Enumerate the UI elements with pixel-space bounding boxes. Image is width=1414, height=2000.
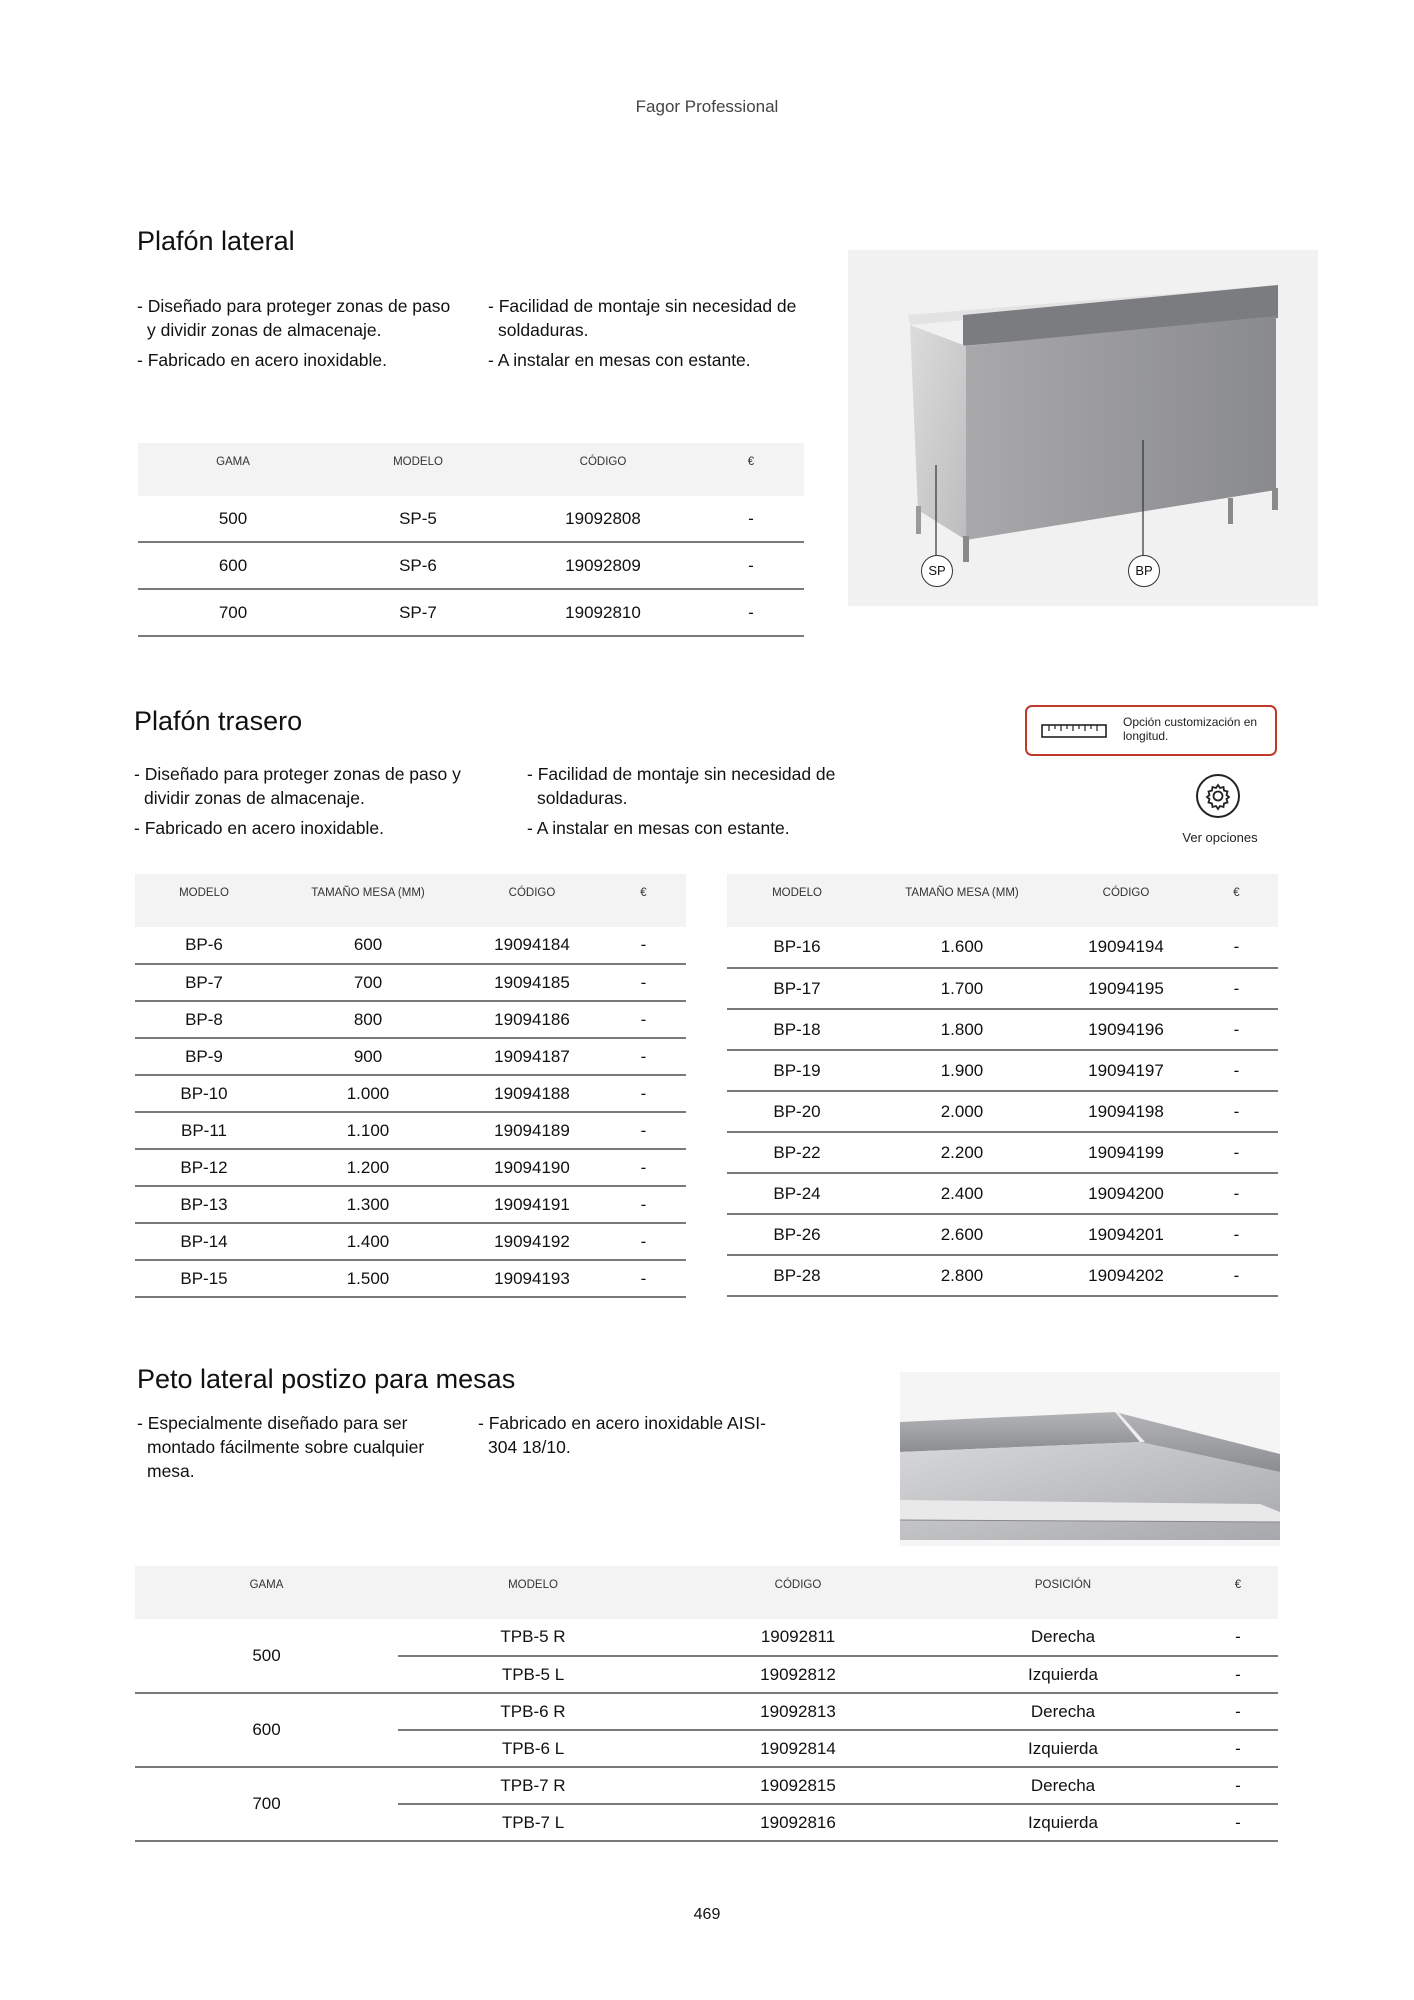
cell-modelo: BP-22 xyxy=(727,1132,867,1173)
cell-price: - xyxy=(1195,1091,1278,1132)
cell-size: 2.200 xyxy=(867,1132,1057,1173)
cell-modelo: BP-13 xyxy=(135,1186,273,1223)
cell-gama: 600 xyxy=(135,1693,398,1767)
cell-price: - xyxy=(1195,1009,1278,1050)
cell-price: - xyxy=(601,964,686,1001)
cell-price: - xyxy=(1195,1255,1278,1296)
table-row xyxy=(135,1186,686,1223)
plafon-trasero-table-right xyxy=(727,874,1278,1297)
bullets-right xyxy=(478,1411,788,1465)
ver-opciones-link[interactable]: Ver opciones xyxy=(1182,830,1258,845)
column-header: MODELO xyxy=(727,874,867,927)
bullet: - Diseñado para proteger zonas de paso y dividir zonas de almacenaje. xyxy=(137,296,451,340)
cell-modelo: BP-10 xyxy=(135,1075,273,1112)
cell-modelo: BP-6 xyxy=(135,927,273,964)
column-header: € xyxy=(1195,874,1278,927)
bullet: - Fabricado en acero inoxidable AISI-304 18/10. xyxy=(478,1413,766,1457)
bullets-right xyxy=(527,762,857,846)
table-row xyxy=(727,1173,1278,1214)
cell-price: - xyxy=(698,589,804,636)
cell-codigo: 19092810 xyxy=(508,589,698,636)
table-row xyxy=(727,927,1278,968)
column-header: POSICIÓN xyxy=(928,1566,1198,1619)
cell-size: 600 xyxy=(273,927,463,964)
cell-size: 1.700 xyxy=(867,968,1057,1009)
bullet: - Diseñado para proteger zonas de paso y dividir zonas de almacenaje. xyxy=(134,764,461,808)
cell-codigo: 19092816 xyxy=(668,1804,928,1841)
cell-modelo: BP-15 xyxy=(135,1260,273,1297)
bullet: - Fabricado en acero inoxidable. xyxy=(137,350,388,370)
column-header: TAMAÑO MESA (MM) xyxy=(867,874,1057,927)
cell-modelo: BP-26 xyxy=(727,1214,867,1255)
section-title-peto-lateral: Peto lateral postizo para mesas xyxy=(137,1364,516,1394)
cell-price: - xyxy=(1198,1656,1278,1693)
cell-gama: 700 xyxy=(138,589,328,636)
table-row xyxy=(135,1038,686,1075)
cell-price: - xyxy=(1198,1619,1278,1656)
table-row xyxy=(135,1619,1278,1656)
cell-price: - xyxy=(1198,1804,1278,1841)
cell-price: - xyxy=(1195,927,1278,968)
table-row xyxy=(135,1767,1278,1804)
customization-badge xyxy=(1025,705,1277,756)
table-row xyxy=(135,1075,686,1112)
column-header: € xyxy=(601,874,686,927)
table-row xyxy=(727,1091,1278,1132)
table-row xyxy=(727,1255,1278,1296)
cell-modelo: BP-14 xyxy=(135,1223,273,1260)
cell-modelo: BP-19 xyxy=(727,1050,867,1091)
cell-modelo: TPB-6 R xyxy=(398,1693,668,1730)
cell-price: - xyxy=(601,1001,686,1038)
bullets-left xyxy=(134,762,464,846)
cell-codigo: 19092812 xyxy=(668,1656,928,1693)
cell-size: 1.000 xyxy=(273,1075,463,1112)
table-row xyxy=(727,1132,1278,1173)
cell-size: 1.400 xyxy=(273,1223,463,1260)
cell-codigo: 19094192 xyxy=(463,1223,601,1260)
cell-price: - xyxy=(698,496,804,542)
cell-price: - xyxy=(601,927,686,964)
table-row xyxy=(138,542,804,589)
column-header: GAMA xyxy=(135,1566,398,1619)
table-row xyxy=(138,496,804,542)
cell-codigo: 19092814 xyxy=(668,1730,928,1767)
cell-modelo: BP-9 xyxy=(135,1038,273,1075)
cell-codigo: 19092811 xyxy=(668,1619,928,1656)
cell-codigo: 19094187 xyxy=(463,1038,601,1075)
cell-codigo: 19094190 xyxy=(463,1149,601,1186)
cell-posicion: Derecha xyxy=(928,1693,1198,1730)
cell-modelo: BP-18 xyxy=(727,1009,867,1050)
cell-codigo: 19092809 xyxy=(508,542,698,589)
bullet: - A instalar en mesas con estante. xyxy=(488,350,751,370)
column-header: MODELO xyxy=(398,1566,668,1619)
brand-header: Fagor Professional xyxy=(635,97,779,116)
cell-codigo: 19094191 xyxy=(463,1186,601,1223)
cell-price: - xyxy=(1198,1767,1278,1804)
cell-modelo: TPB-7 R xyxy=(398,1767,668,1804)
cell-size: 2.600 xyxy=(867,1214,1057,1255)
bullet: - Facilidad de montaje sin necesidad de soldaduras. xyxy=(488,296,797,340)
cell-price: - xyxy=(601,1112,686,1149)
cell-posicion: Derecha xyxy=(928,1767,1198,1804)
cell-codigo: 19094193 xyxy=(463,1260,601,1297)
column-header: CÓDIGO xyxy=(463,874,601,927)
table-row xyxy=(727,968,1278,1009)
cell-size: 2.800 xyxy=(867,1255,1057,1296)
table-row xyxy=(135,1223,686,1260)
cell-codigo: 19094199 xyxy=(1057,1132,1195,1173)
cell-codigo: 19092808 xyxy=(508,496,698,542)
cell-modelo: BP-11 xyxy=(135,1112,273,1149)
cell-price: - xyxy=(601,1223,686,1260)
plafon-product-image xyxy=(848,250,1318,606)
peto-illustration xyxy=(900,1372,1280,1546)
cell-modelo: TPB-6 L xyxy=(398,1730,668,1767)
column-header: MODELO xyxy=(328,443,508,496)
table-panel-illustration xyxy=(848,250,1318,606)
cell-price: - xyxy=(1195,1214,1278,1255)
cell-size: 2.000 xyxy=(867,1091,1057,1132)
column-header: CÓDIGO xyxy=(508,443,698,496)
table-row xyxy=(135,1260,686,1297)
cell-codigo: 19094200 xyxy=(1057,1173,1195,1214)
cell-codigo: 19094185 xyxy=(463,964,601,1001)
cell-gama: 700 xyxy=(135,1767,398,1841)
column-header: MODELO xyxy=(135,874,273,927)
table-row xyxy=(138,589,804,636)
section-title-plafon-trasero: Plafón trasero xyxy=(134,706,303,736)
cell-gama: 500 xyxy=(135,1619,398,1693)
cell-codigo: 19092813 xyxy=(668,1693,928,1730)
gear-icon[interactable] xyxy=(1196,774,1240,818)
cell-gama: 500 xyxy=(138,496,328,542)
cell-codigo: 19094201 xyxy=(1057,1214,1195,1255)
cell-codigo: 19094189 xyxy=(463,1112,601,1149)
bullet: - Facilidad de montaje sin necesidad de soldaduras. xyxy=(527,764,836,808)
cell-size: 1.900 xyxy=(867,1050,1057,1091)
peto-product-image xyxy=(900,1372,1280,1546)
column-header: € xyxy=(698,443,804,496)
callout-sp: SP xyxy=(921,555,953,587)
cell-gama: 600 xyxy=(138,542,328,589)
cell-size: 1.600 xyxy=(867,927,1057,968)
cell-price: - xyxy=(601,1038,686,1075)
cell-modelo: BP-20 xyxy=(727,1091,867,1132)
cell-codigo: 19094202 xyxy=(1057,1255,1195,1296)
cell-modelo: BP-28 xyxy=(727,1255,867,1296)
cell-modelo: BP-16 xyxy=(727,927,867,968)
table-row xyxy=(135,927,686,964)
cell-modelo: TPB-7 L xyxy=(398,1804,668,1841)
cell-modelo: BP-12 xyxy=(135,1149,273,1186)
cell-posicion: Derecha xyxy=(928,1619,1198,1656)
cell-modelo: SP-5 xyxy=(328,496,508,542)
cell-modelo: BP-24 xyxy=(727,1173,867,1214)
cell-price: - xyxy=(1198,1730,1278,1767)
column-header: GAMA xyxy=(138,443,328,496)
cell-codigo: 19094186 xyxy=(463,1001,601,1038)
table-row xyxy=(135,1112,686,1149)
cell-posicion: Izquierda xyxy=(928,1656,1198,1693)
ruler-icon xyxy=(1041,721,1107,739)
bullet: - Fabricado en acero inoxidable. xyxy=(134,818,385,838)
cell-modelo: BP-8 xyxy=(135,1001,273,1038)
cell-modelo: TPB-5 L xyxy=(398,1656,668,1693)
cell-modelo: TPB-5 R xyxy=(398,1619,668,1656)
cell-posicion: Izquierda xyxy=(928,1804,1198,1841)
cell-size: 1.800 xyxy=(867,1009,1057,1050)
cell-codigo: 19094184 xyxy=(463,927,601,964)
cell-price: - xyxy=(601,1149,686,1186)
cell-price: - xyxy=(601,1186,686,1223)
callout-bp: BP xyxy=(1128,555,1160,587)
page-number: 469 xyxy=(693,1906,721,1923)
cell-price: - xyxy=(1195,1132,1278,1173)
table-row xyxy=(727,1009,1278,1050)
cell-modelo: SP-6 xyxy=(328,542,508,589)
cell-codigo: 19094198 xyxy=(1057,1091,1195,1132)
cell-size: 1.500 xyxy=(273,1260,463,1297)
section-title-plafon-lateral: Plafón lateral xyxy=(137,226,295,256)
plafon-trasero-table-left xyxy=(135,874,686,1298)
cell-size: 1.100 xyxy=(273,1112,463,1149)
table-row xyxy=(135,1693,1278,1730)
cell-modelo: BP-17 xyxy=(727,968,867,1009)
plafon-lateral-table xyxy=(138,443,804,637)
bullets-left xyxy=(137,294,457,378)
cell-price: - xyxy=(601,1075,686,1112)
cell-size: 700 xyxy=(273,964,463,1001)
cell-codigo: 19094194 xyxy=(1057,927,1195,968)
bullets-right xyxy=(488,294,818,378)
cell-codigo: 19092815 xyxy=(668,1767,928,1804)
bullet: - A instalar en mesas con estante. xyxy=(527,818,790,838)
column-header: CÓDIGO xyxy=(668,1566,928,1619)
cell-codigo: 19094195 xyxy=(1057,968,1195,1009)
table-row xyxy=(727,1050,1278,1091)
cell-size: 900 xyxy=(273,1038,463,1075)
table-row xyxy=(727,1214,1278,1255)
table-row xyxy=(135,1001,686,1038)
cell-modelo: SP-7 xyxy=(328,589,508,636)
table-row xyxy=(135,1149,686,1186)
cell-size: 2.400 xyxy=(867,1173,1057,1214)
column-header: TAMAÑO MESA (MM) xyxy=(273,874,463,927)
cell-price: - xyxy=(1198,1693,1278,1730)
cell-size: 800 xyxy=(273,1001,463,1038)
cell-price: - xyxy=(1195,1173,1278,1214)
cell-codigo: 19094196 xyxy=(1057,1009,1195,1050)
cell-modelo: BP-7 xyxy=(135,964,273,1001)
cell-price: - xyxy=(1195,1050,1278,1091)
cell-size: 1.200 xyxy=(273,1149,463,1186)
cell-codigo: 19094188 xyxy=(463,1075,601,1112)
column-header: CÓDIGO xyxy=(1057,874,1195,927)
cell-price: - xyxy=(1195,968,1278,1009)
peto-table xyxy=(135,1566,1278,1842)
cell-price: - xyxy=(601,1260,686,1297)
cell-codigo: 19094197 xyxy=(1057,1050,1195,1091)
cell-posicion: Izquierda xyxy=(928,1730,1198,1767)
cell-size: 1.300 xyxy=(273,1186,463,1223)
cell-price: - xyxy=(698,542,804,589)
table-row xyxy=(135,964,686,1001)
bullets-left xyxy=(137,1411,447,1489)
column-header: € xyxy=(1198,1566,1278,1619)
customization-text: Opción customización en longitud. xyxy=(1123,715,1258,743)
bullet: - Especialmente diseñado para ser montado fácilmente sobre cualquier mesa. xyxy=(137,1413,425,1481)
